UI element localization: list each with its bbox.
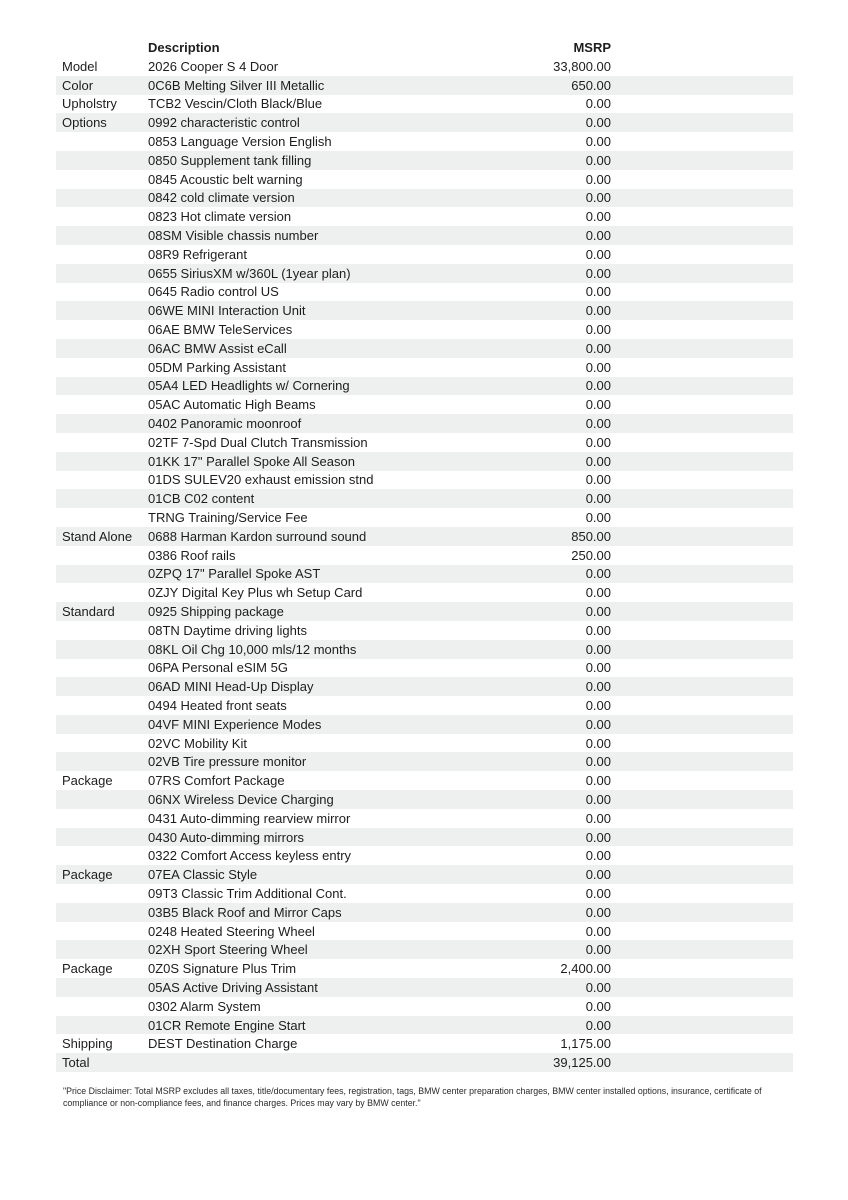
row-description: 0431 Auto-dimming rearview mirror <box>148 810 351 826</box>
row-msrp: 0.00 <box>585 303 611 319</box>
row-msrp: 0.00 <box>585 735 611 751</box>
row-description: 2026 Cooper S 4 Door <box>148 58 279 74</box>
row-description: 06WE MINI Interaction Unit <box>148 303 306 319</box>
row-msrp: 39,125.00 <box>553 1055 611 1071</box>
table-row <box>56 922 793 941</box>
row-description: 05AS Active Driving Assistant <box>148 979 318 995</box>
row-msrp: 0.00 <box>585 998 611 1014</box>
row-msrp: 0.00 <box>585 904 611 920</box>
table-row <box>56 1053 793 1072</box>
row-description: 05A4 LED Headlights w/ Cornering <box>148 378 350 394</box>
row-msrp: 0.00 <box>585 829 611 845</box>
row-msrp: 0.00 <box>585 453 611 469</box>
row-msrp: 0.00 <box>585 716 611 732</box>
row-msrp: 0.00 <box>585 491 611 507</box>
table-row <box>56 358 793 377</box>
row-description: 0Z0S Signature Plus Trim <box>148 961 297 977</box>
row-category-label: Total <box>62 1055 90 1071</box>
table-row <box>56 677 793 696</box>
row-description: TCB2 Vescin/Cloth Black/Blue <box>148 96 323 112</box>
table-row <box>56 978 793 997</box>
row-msrp: 0.00 <box>585 773 611 789</box>
table-row <box>56 997 793 1016</box>
row-msrp: 0.00 <box>585 265 611 281</box>
table-row <box>56 734 793 753</box>
row-description: 0842 cold climate version <box>148 190 295 206</box>
row-category-label: Package <box>62 961 113 977</box>
table-row <box>56 659 793 678</box>
row-category-label: Stand Alone <box>62 528 133 544</box>
row-category-label: Color <box>62 77 94 93</box>
table-row <box>56 715 793 734</box>
row-msrp: 0.00 <box>585 246 611 262</box>
row-msrp: 0.00 <box>585 791 611 807</box>
table-row <box>56 170 793 189</box>
table-row <box>56 771 793 790</box>
table-row <box>56 433 793 452</box>
row-msrp: 250.00 <box>571 547 611 563</box>
row-msrp: 0.00 <box>585 942 611 958</box>
row-description: 0925 Shipping package <box>148 604 284 619</box>
row-msrp: 1,175.00 <box>560 1036 611 1052</box>
row-msrp: 33,800.00 <box>553 58 611 74</box>
row-msrp: 0.00 <box>585 848 611 864</box>
table-row <box>56 565 793 584</box>
row-description: 0386 Roof rails <box>148 547 236 563</box>
table-row <box>56 752 793 771</box>
table-row <box>56 245 793 264</box>
row-description: 0853 Language Version English <box>148 134 332 150</box>
table-row <box>56 1034 793 1053</box>
row-description: 04VF MINI Experience Modes <box>148 716 322 732</box>
table-row <box>56 395 793 414</box>
row-description: 01DS SULEV20 exhaust emission stnd <box>148 472 374 488</box>
row-description: 06AE BMW TeleServices <box>148 322 293 338</box>
row-msrp: 0.00 <box>585 867 611 883</box>
row-description: 03B5 Black Roof and Mirror Caps <box>148 904 342 920</box>
table-row <box>56 790 793 809</box>
price-disclaimer: "Price Disclaimer: Total MSRP excludes all taxes, title/documentary fees, registration, tags, BMW center preparation charges, BMW center installed options, insurance, certificate of compliance or non-compliance fees, and finance charges. Prices may vary by BMW center." <box>63 1086 762 1108</box>
table-row <box>56 546 793 565</box>
table-row <box>56 959 793 978</box>
row-msrp: 0.00 <box>585 359 611 375</box>
row-msrp: 0.00 <box>585 96 611 112</box>
row-msrp: 0.00 <box>585 885 611 901</box>
row-description: TRNG Training/Service Fee <box>148 510 308 526</box>
row-msrp: 0.00 <box>585 697 611 713</box>
row-msrp: 0.00 <box>585 322 611 338</box>
vehicle-pricing-table <box>56 38 793 1072</box>
row-description: 02VC Mobility Kit <box>148 735 247 751</box>
row-msrp: 0.00 <box>585 209 611 225</box>
row-category-label: Options <box>62 115 107 131</box>
row-msrp: 0.00 <box>585 622 611 638</box>
table-row <box>56 57 793 76</box>
row-category-label: Model <box>62 58 98 74</box>
table-row <box>56 884 793 903</box>
row-description: 0645 Radio control US <box>148 284 279 300</box>
table-row <box>56 583 793 602</box>
row-msrp: 0.00 <box>585 228 611 244</box>
row-description: 02TF 7-Spd Dual Clutch Transmission <box>148 434 368 450</box>
table-row <box>56 940 793 959</box>
table-row <box>56 264 793 283</box>
row-description: 07RS Comfort Package <box>148 773 285 789</box>
table-row <box>56 339 793 358</box>
row-msrp: 0.00 <box>585 340 611 356</box>
row-category-label: Package <box>62 773 113 789</box>
row-description: 08KL Oil Chg 10,000 mls/12 months <box>148 641 357 657</box>
row-msrp: 0.00 <box>585 472 611 488</box>
table-row <box>56 132 793 151</box>
table-header-row <box>56 38 793 57</box>
row-msrp: 0.00 <box>585 284 611 300</box>
row-description: 08R9 Refrigerant <box>148 246 247 262</box>
row-description: 01CB C02 content <box>148 491 255 507</box>
row-msrp: 850.00 <box>571 528 611 544</box>
table-row <box>56 95 793 114</box>
table-row <box>56 226 793 245</box>
table-row <box>56 452 793 471</box>
table-row <box>56 903 793 922</box>
table-row <box>56 527 793 546</box>
row-description: 0ZJY Digital Key Plus wh Setup Card <box>148 585 363 601</box>
table-row <box>56 489 793 508</box>
row-category-label: Package <box>62 867 113 883</box>
row-msrp: 0.00 <box>585 566 611 582</box>
row-description: 08TN Daytime driving lights <box>148 622 307 638</box>
table-row <box>56 621 793 640</box>
row-category-label: Shipping <box>62 1036 113 1052</box>
table-row <box>56 320 793 339</box>
table-row <box>56 414 793 433</box>
row-description: 05AC Automatic High Beams <box>148 397 316 413</box>
table-row <box>56 471 793 490</box>
table-row <box>56 1016 793 1035</box>
row-description: 01CR Remote Engine Start <box>148 1017 306 1033</box>
vehicle-pricing-table-body <box>56 57 793 1072</box>
row-description: 0823 Hot climate version <box>148 209 292 225</box>
table-row <box>56 640 793 659</box>
row-msrp: 650.00 <box>571 77 611 93</box>
table-row <box>56 151 793 170</box>
table-row <box>56 846 793 865</box>
row-msrp: 0.00 <box>585 979 611 995</box>
row-msrp: 0.00 <box>585 585 611 601</box>
row-description: 0402 Panoramic moonroof <box>148 416 302 432</box>
row-description: 0688 Harman Kardon surround sound <box>148 528 367 544</box>
row-description: 05DM Parking Assistant <box>148 359 287 375</box>
row-description: 0322 Comfort Access keyless entry <box>148 848 352 864</box>
row-msrp: 0.00 <box>585 754 611 770</box>
table-row <box>56 828 793 847</box>
table-row <box>56 865 793 884</box>
row-description: 06AC BMW Assist eCall <box>148 340 287 356</box>
row-msrp: 0.00 <box>585 115 611 131</box>
row-msrp: 0.00 <box>585 679 611 695</box>
row-description: 09T3 Classic Trim Additional Cont. <box>148 885 347 901</box>
row-msrp: 0.00 <box>585 378 611 394</box>
column-header-description: Description <box>148 40 220 55</box>
row-description: 0850 Supplement tank filling <box>148 152 312 168</box>
table-row <box>56 283 793 302</box>
row-msrp: 0.00 <box>585 1017 611 1033</box>
table-row <box>56 76 793 95</box>
table-row <box>56 508 793 527</box>
row-description: 07EA Classic Style <box>148 867 258 883</box>
row-description: 0992 characteristic control <box>148 115 300 131</box>
row-description: 01KK 17" Parallel Spoke All Season <box>148 453 355 469</box>
row-description: 0302 Alarm System <box>148 998 261 1014</box>
table-row <box>56 207 793 226</box>
row-description: 02XH Sport Steering Wheel <box>148 942 308 958</box>
row-msrp: 0.00 <box>585 416 611 432</box>
table-row <box>56 602 793 621</box>
row-category-label: Standard <box>62 604 115 619</box>
row-description: 06AD MINI Head-Up Display <box>148 679 314 695</box>
row-description: 0C6B Melting Silver III Metallic <box>148 77 325 93</box>
row-msrp: 0.00 <box>585 434 611 450</box>
row-msrp: 0.00 <box>585 171 611 187</box>
table-row <box>56 301 793 320</box>
row-description: 0845 Acoustic belt warning <box>148 171 303 187</box>
row-msrp: 0.00 <box>585 190 611 206</box>
table-row <box>56 189 793 208</box>
row-description: 06NX Wireless Device Charging <box>148 791 334 807</box>
row-msrp: 0.00 <box>585 660 611 676</box>
row-description: 0248 Heated Steering Wheel <box>148 923 315 939</box>
row-description: 08SM Visible chassis number <box>148 228 319 244</box>
row-description: 0ZPQ 17" Parallel Spoke AST <box>148 566 321 582</box>
row-msrp: 0.00 <box>585 397 611 413</box>
row-msrp: 0.00 <box>585 604 611 619</box>
row-msrp: 0.00 <box>585 923 611 939</box>
row-msrp: 2,400.00 <box>560 961 611 977</box>
row-description: 0655 SiriusXM w/360L (1year plan) <box>148 265 351 281</box>
column-header-msrp: MSRP <box>573 40 611 55</box>
row-description: 0494 Heated front seats <box>148 697 287 713</box>
table-row <box>56 377 793 396</box>
row-description: 0430 Auto-dimming mirrors <box>148 829 305 845</box>
row-msrp: 0.00 <box>585 810 611 826</box>
table-row <box>56 809 793 828</box>
row-description: 06PA Personal eSIM 5G <box>148 660 288 676</box>
row-category-label: Upholstry <box>62 96 117 112</box>
row-msrp: 0.00 <box>585 134 611 150</box>
row-description: 02VB Tire pressure monitor <box>148 754 307 770</box>
row-msrp: 0.00 <box>585 510 611 526</box>
table-row <box>56 113 793 132</box>
row-msrp: 0.00 <box>585 152 611 168</box>
row-msrp: 0.00 <box>585 641 611 657</box>
row-description: DEST Destination Charge <box>148 1036 298 1052</box>
table-row <box>56 696 793 715</box>
